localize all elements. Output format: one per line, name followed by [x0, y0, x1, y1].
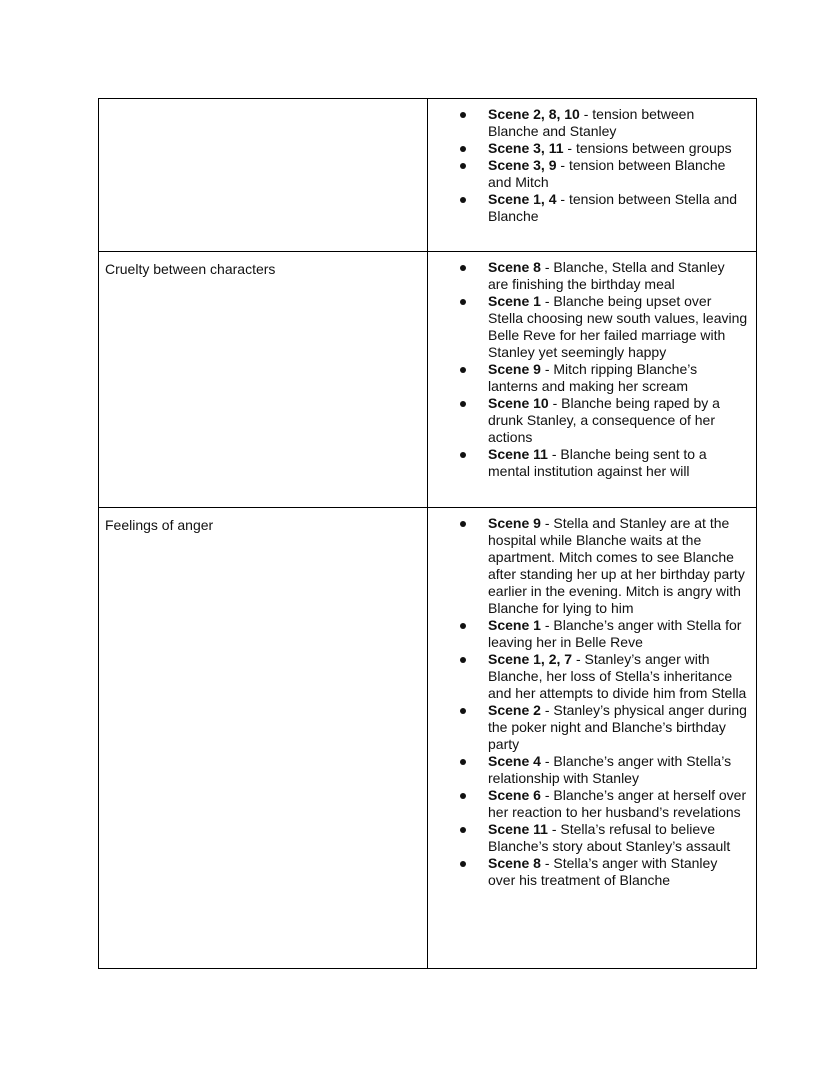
scene-ref: Scene 9: [488, 361, 541, 377]
scene-ref: Scene 11: [488, 821, 548, 837]
scene-list: [434, 515, 750, 889]
scene-desc: - Blanche, Stella and Stanley are finishing the birthday meal: [488, 259, 725, 292]
bullet-icon: [460, 146, 466, 152]
bullet-icon: [460, 401, 466, 407]
list-item: [434, 702, 750, 753]
table-row: [99, 508, 757, 969]
scene-desc: - Blanche’s anger at herself over her reaction to her husband’s revelations: [488, 787, 747, 820]
bullet-icon: [460, 861, 466, 867]
scene-ref: Scene 2, 8, 10: [488, 106, 580, 122]
scene-ref: Scene 2: [488, 702, 541, 718]
scene-desc: - tensions between groups: [563, 140, 732, 156]
list-item: [434, 395, 750, 446]
theme-label: Cruelty between characters: [105, 261, 276, 277]
scene-desc: - Blanche’s anger with Stella for leaving her in Belle Reve: [488, 617, 742, 650]
scenes-cell: [428, 508, 757, 969]
bullet-icon: [460, 112, 466, 118]
list-item: [434, 617, 750, 651]
scene-desc: - Stella’s anger with Stanley over his treatment of Blanche: [488, 855, 718, 888]
bullet-icon: [460, 657, 466, 663]
scene-ref: Scene 6: [488, 787, 541, 803]
bullet-icon: [460, 623, 466, 629]
table-row: [99, 252, 757, 508]
theme-cell: [99, 508, 428, 969]
theme-cell: [99, 252, 428, 508]
list-item: [434, 157, 750, 191]
bullet-icon: [460, 708, 466, 714]
list-item: [434, 651, 750, 702]
scene-ref: Scene 11: [488, 446, 548, 462]
bullet-icon: [460, 521, 466, 527]
list-item: [434, 855, 750, 889]
scene-ref: Scene 1: [488, 617, 541, 633]
list-item: [434, 446, 750, 480]
list-item: [434, 821, 750, 855]
bullet-icon: [460, 367, 466, 373]
theme-cell: [99, 99, 428, 252]
scene-ref: Scene 8: [488, 259, 541, 275]
scene-ref: Scene 10: [488, 395, 549, 411]
scene-desc: - Blanche being sent to a mental institution against her will: [488, 446, 707, 479]
scene-list: [434, 259, 750, 480]
bullet-icon: [460, 452, 466, 458]
scene-desc: - Stanley’s anger with Blanche, her loss of Stella’s inheritance and her attempts to divide him from Stella: [488, 651, 747, 701]
scenes-cell: [428, 252, 757, 508]
scene-ref: Scene 8: [488, 855, 541, 871]
scene-desc: - Stanley’s physical anger during the poker night and Blanche’s birthday party: [488, 702, 747, 752]
scene-ref: Scene 3, 9: [488, 157, 557, 173]
bullet-icon: [460, 827, 466, 833]
scene-ref: Scene 9: [488, 515, 541, 531]
themes-table: [98, 98, 757, 969]
scene-desc: - tension between Blanche and Mitch: [488, 157, 726, 190]
list-item: [434, 361, 750, 395]
list-item: [434, 140, 750, 157]
list-item: [434, 787, 750, 821]
table-row: [99, 99, 757, 252]
scene-desc: - Blanche being raped by a drunk Stanley, a consequence of her actions: [488, 395, 720, 445]
bullet-icon: [460, 759, 466, 765]
list-item: [434, 293, 750, 361]
scene-desc: - Mitch ripping Blanche’s lanterns and making her scream: [488, 361, 698, 394]
bullet-icon: [460, 793, 466, 799]
scene-desc: - Blanche’s anger with Stella’s relationship with Stanley: [488, 753, 732, 786]
scene-list: [434, 106, 750, 225]
list-item: [434, 259, 750, 293]
scene-ref: Scene 1, 4: [488, 191, 557, 207]
bullet-icon: [460, 197, 466, 203]
list-item: [434, 515, 750, 617]
scene-desc: - Blanche being upset over Stella choosing new south values, leaving Belle Reve for her failed marriage with Stanley yet seemingly happy: [488, 293, 748, 360]
theme-label: Feelings of anger: [105, 517, 214, 533]
scene-desc: - tension between Blanche and Stanley: [488, 106, 695, 139]
bullet-icon: [460, 265, 466, 271]
list-item: [434, 191, 750, 225]
scene-desc: - Stella’s refusal to believe Blanche’s story about Stanley’s assault: [488, 821, 731, 854]
scene-ref: Scene 3, 11: [488, 140, 564, 156]
list-item: [434, 753, 750, 787]
bullet-icon: [460, 299, 466, 305]
scene-desc: - Stella and Stanley are at the hospital while Blanche waits at the apartment. Mitch comes to see Blanche after standing her up at her birthday party earlier in the evening. Mitch is angry with Blanche for lying to him: [488, 515, 745, 616]
scenes-cell: [428, 99, 757, 252]
scene-ref: Scene 4: [488, 753, 541, 769]
scene-ref: Scene 1: [488, 293, 541, 309]
scene-ref: Scene 1, 2, 7: [488, 651, 573, 667]
scene-desc: - tension between Stella and Blanche: [488, 191, 738, 224]
bullet-icon: [460, 163, 466, 169]
list-item: [434, 106, 750, 140]
